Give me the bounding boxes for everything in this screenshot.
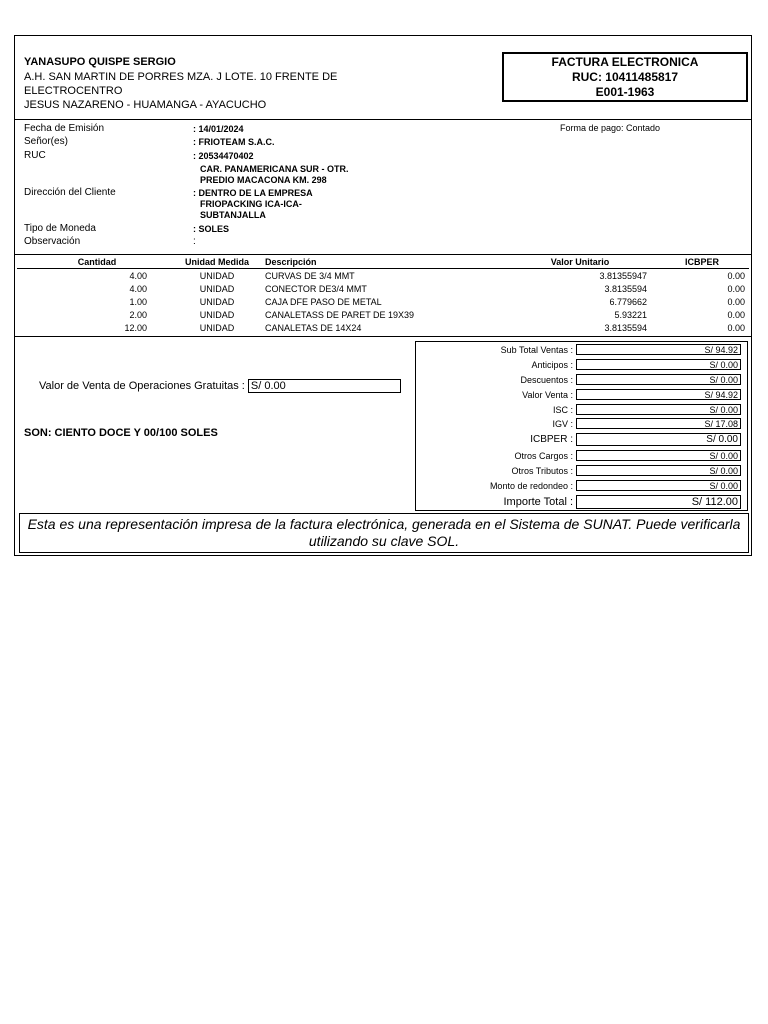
cell-quantity: 4.00 (129, 270, 147, 281)
issue-date-value: : 14/01/2024 (193, 124, 244, 134)
gratuitas-row (39, 379, 401, 393)
total-row-descuentos (520, 373, 741, 386)
total-value: S/ 94.92 (576, 344, 741, 355)
invoice-frame (14, 35, 752, 556)
client-address-value2: FRIOPACKING ICA-ICA- (200, 199, 302, 209)
client-name-value: : FRIOTEAM S.A.C. (193, 137, 275, 147)
total-row-anticipos (531, 358, 741, 371)
cell-unit-value: 3.8135594 (604, 283, 647, 294)
emitter-address-line2: ELECTROCENTRO (24, 85, 123, 97)
table-row (17, 269, 749, 283)
table-row (17, 295, 749, 308)
currency-value: : SOLES (193, 224, 230, 234)
total-label: Valor Venta : (522, 389, 573, 400)
total-value: S/ 0.00 (576, 404, 741, 415)
table-row (17, 308, 749, 321)
client-name-label: Señor(es) (24, 136, 68, 147)
total-value: S/ 112.00 (576, 495, 741, 509)
total-label: Anticipos : (531, 359, 573, 370)
total-value: S/ 0.00 (576, 433, 741, 446)
cell-unit: UNIDAD (199, 309, 235, 320)
cell-unit: UNIDAD (199, 283, 235, 294)
currency-label: Tipo de Moneda (24, 223, 96, 234)
total-label: Otros Tributos : (511, 465, 573, 476)
col-header-quantity: Cantidad (17, 256, 177, 269)
cell-unit-value: 3.81355947 (599, 270, 647, 281)
issue-date-label: Fecha de Emisión (24, 123, 105, 134)
cell-description: CANALETAS DE 14X24 (265, 322, 362, 333)
cell-unit: UNIDAD (199, 296, 235, 307)
total-value: S/ 0.00 (576, 480, 741, 491)
emitter-address-line1: A.H. SAN MARTIN DE PORRES MZA. J LOTE. 10 FRENTE DE (24, 71, 338, 83)
emitter-address-line3: JESUS NAZARENO - HUAMANGA - AYACUCHO (24, 99, 267, 111)
invoice-number: E001-1963 (595, 85, 655, 99)
total-value: S/ 0.00 (576, 450, 741, 461)
cell-icbper: 0.00 (727, 309, 745, 320)
total-value: S/ 0.00 (576, 359, 741, 370)
cell-quantity: 2.00 (129, 309, 147, 320)
client-ruc-label: RUC (24, 150, 46, 161)
total-row-redondeo (490, 479, 741, 492)
total-row-icbper (530, 432, 741, 447)
client-ruc-value: : 20534470402 (193, 151, 254, 161)
client-address-pre2: PREDIO MACACONA KM. 298 (200, 175, 327, 185)
cell-unit-value: 3.8135594 (604, 322, 647, 333)
total-row-subtotal (501, 343, 741, 356)
gratuitas-value: S/ 0.00 (248, 379, 401, 393)
total-value: S/ 0.00 (576, 465, 741, 476)
total-row-otros-cargos (514, 449, 741, 462)
emitter-name: YANASUPO QUISPE SERGIO (24, 56, 176, 68)
cell-unit: UNIDAD (199, 270, 235, 281)
payment-method: Forma de pago: Contado (560, 123, 661, 133)
total-label: Monto de redondeo : (489, 480, 573, 491)
cell-description: CANALETASS DE PARET DE 19X39 (265, 309, 415, 320)
client-address-value3: SUBTANJALLA (200, 210, 266, 220)
totals-box (415, 341, 748, 511)
col-header-icbper: ICBPER (655, 256, 749, 269)
cell-icbper: 0.00 (727, 283, 745, 294)
total-row-igv (552, 417, 741, 430)
cell-quantity: 12.00 (124, 322, 147, 333)
cell-unit-value: 6.779662 (609, 296, 647, 307)
invoice-id-box (502, 52, 748, 102)
total-row-otros-tributos (511, 464, 741, 477)
total-label: ICBPER : (530, 434, 573, 445)
table-row (17, 321, 749, 334)
cell-icbper: 0.00 (727, 322, 745, 333)
cell-quantity: 1.00 (129, 296, 147, 307)
divider (15, 119, 751, 120)
total-label: IGV : (552, 418, 573, 429)
total-value: S/ 94.92 (576, 389, 741, 400)
table-row (17, 282, 749, 295)
total-label: Importe Total : (503, 496, 573, 508)
invoice-ruc: RUC: 10411485817 (571, 70, 679, 84)
total-value: S/ 0.00 (576, 374, 741, 385)
sunat-disclaimer: Esta es una representación impresa de la factura electrónica, generada en el Sistema de SUNAT. Puede verificarla utilizando su clave SOL. (19, 513, 749, 553)
cell-unit-value: 5.93221 (614, 309, 647, 320)
amount-in-words: SON: CIENTO DOCE Y 00/100 SOLES (24, 427, 218, 439)
col-header-unit: Unidad Medida (177, 256, 257, 269)
divider (15, 254, 751, 255)
total-row-importe-total (504, 494, 742, 510)
items-header-row (17, 256, 749, 269)
observation-label: Observación (24, 236, 81, 247)
col-header-description: Descripción (257, 256, 505, 269)
total-row-valor-venta (522, 388, 741, 401)
cell-description: CURVAS DE 3/4 MMT (265, 270, 355, 281)
total-value: S/ 17.08 (576, 418, 741, 429)
observation-value: : (193, 236, 196, 247)
client-address-value1: : DENTRO DE LA EMPRESA (193, 188, 313, 198)
col-header-unit-value: Valor Unitario (505, 256, 655, 269)
cell-icbper: 0.00 (727, 296, 745, 307)
cell-unit: UNIDAD (199, 322, 235, 333)
client-address-label: Dirección del Cliente (24, 187, 116, 198)
cell-quantity: 4.00 (129, 283, 147, 294)
cell-description: CAJA DFE PASO DE METAL (265, 296, 382, 307)
client-address-pre1: CAR. PANAMERICANA SUR - OTR. (200, 164, 349, 174)
cell-icbper: 0.00 (727, 270, 745, 281)
invoice-title: FACTURA ELECTRONICA (551, 55, 699, 69)
gratuitas-label: Valor de Venta de Operaciones Gratuitas : (39, 380, 245, 392)
total-label: ISC : (552, 404, 573, 415)
total-label: Otros Cargos : (514, 450, 573, 461)
total-row-isc (553, 403, 741, 416)
divider (15, 336, 751, 337)
cell-description: CONECTOR DE3/4 MMT (265, 283, 367, 294)
items-table (17, 256, 749, 334)
total-label: Descuentos : (520, 374, 573, 385)
total-label: Sub Total Ventas : (500, 344, 573, 355)
